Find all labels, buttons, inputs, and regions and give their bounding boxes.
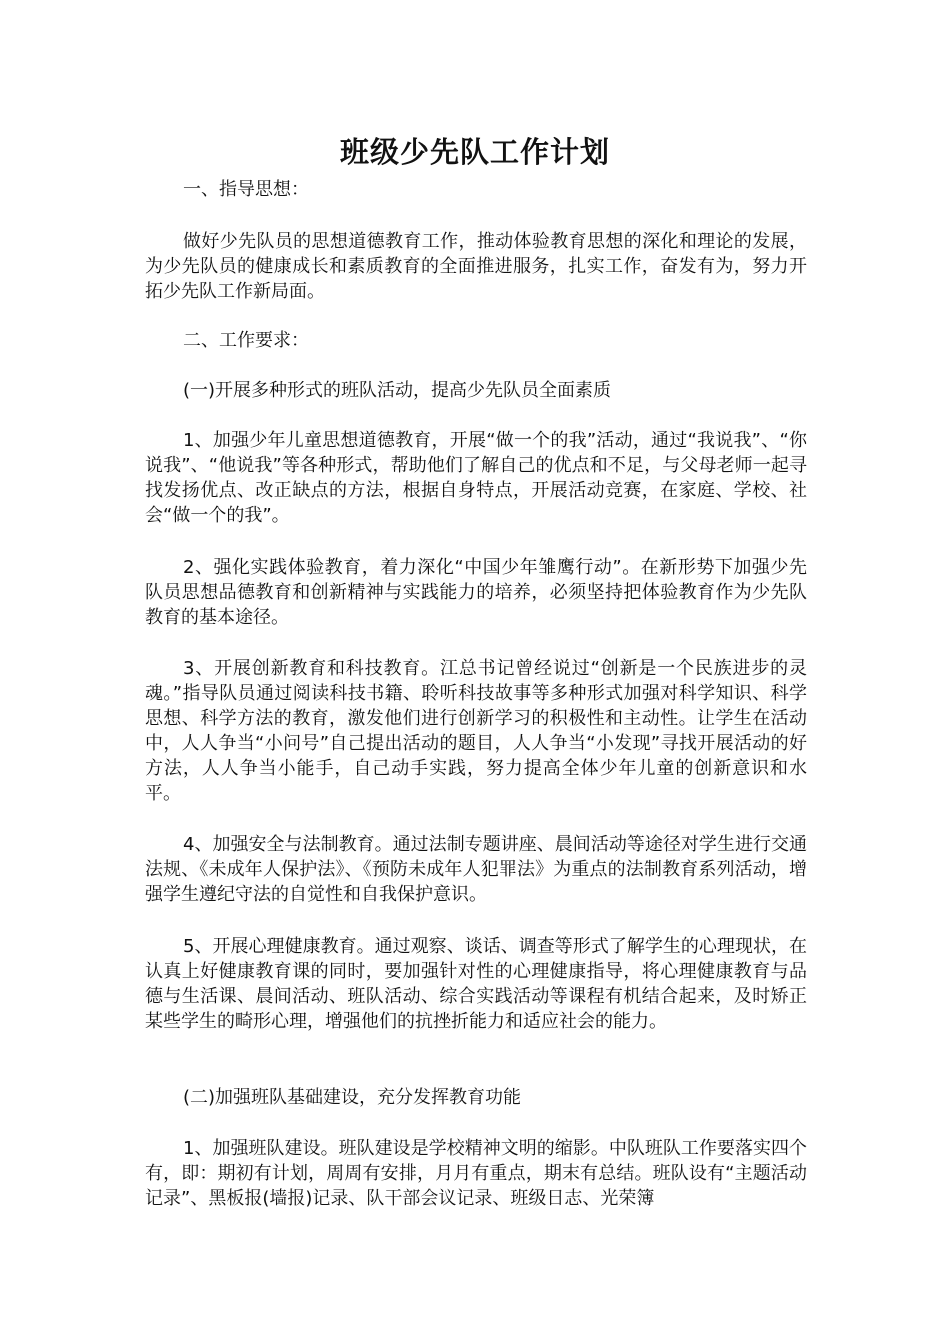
section-heading-work-requirements: 二、工作要求： — [183, 330, 309, 351]
paragraph-team-building-item-1: 1、加强班队建设。班队建设是学校精神文明的缩影。中队班队工作要落实四个有，即：期初有计划，周周有安排，月月有重点，期末有总结。班队设有“主题活动记录”、黑板报(墙报)记录、队干部会议记录、班级日志、光荣簿 — [145, 1138, 807, 1209]
paragraph-item-2-practice-education: 2、强化实践体验教育，着力深化“中国少年雏鹰行动”。在新形势下加强少先队员思想品德教育和创新精神与实践能力的培养，必须坚持把体验教育作为少先队教育的基本途径。 — [145, 557, 807, 628]
paragraph-guiding-ideology: 做好少先队员的思想道德教育工作，推动体验教育思想的深化和理论的发展，为少先队员的健康成长和素质教育的全面推进服务，扎实工作，奋发有为，努力开拓少先队工作新局面。 — [145, 231, 807, 302]
document-title: 班级少先队工作计划 — [339, 135, 610, 169]
paragraph-item-5-mental-health: 5、开展心理健康教育。通过观察、谈话、调查等形式了解学生的心理现状，在认真上好健康教育课的同时，要加强针对性的心理健康指导，将心理健康教育与品德与生活课、晨间活动、班队活动、综合实践活动等课程有机结合起来，及时矫正某些学生的畸形心理，增强他们的抗挫折能力和适应社会的能力。 — [145, 936, 807, 1032]
subsection-heading-activities: (一)开展多种形式的班队活动，提高少先队员全面素质 — [183, 380, 612, 401]
subsection-heading-team-building: (二)加强班队基础建设，充分发挥教育功能 — [183, 1087, 522, 1108]
paragraph-item-4-legal-education: 4、加强安全与法制教育。通过法制专题讲座、晨间活动等途径对学生进行交通法规、《未成年人保护法》、《预防未成年人犯罪法》为重点的法制教育系列活动，增强学生遵纪守法的自觉性和自我保护意识。 — [145, 834, 807, 905]
paragraph-item-3-innovation-education: 3、开展创新教育和科技教育。江总书记曾经说过“创新是一个民族进步的灵魂。”指导队员通过阅读科技书籍、聆听科技故事等多种形式加强对科学知识、科学思想、科学方法的教育，激发他们进行创新学习的积极性和主动性。让学生在活动中，人人争当“小问号”自己提出活动的题目，人人争当“小发现”寻找开展活动的好方法，人人争当小能手，自己动手实践，努力提高全体少年儿童的创新意识和水平。 — [145, 658, 807, 804]
section-heading-guiding-ideology: 一、指导思想： — [183, 179, 309, 200]
paragraph-item-1-moral-education: 1、加强少年儿童思想道德教育，开展“做一个的我”活动，通过“我说我”、“你说我”、“他说我”等各种形式，帮助他们了解自己的优点和不足，与父母老师一起寻找发扬优点、改正缺点的方法，根据自身特点，开展活动竞赛，在家庭、学校、社会“做一个的我”。 — [145, 430, 807, 526]
